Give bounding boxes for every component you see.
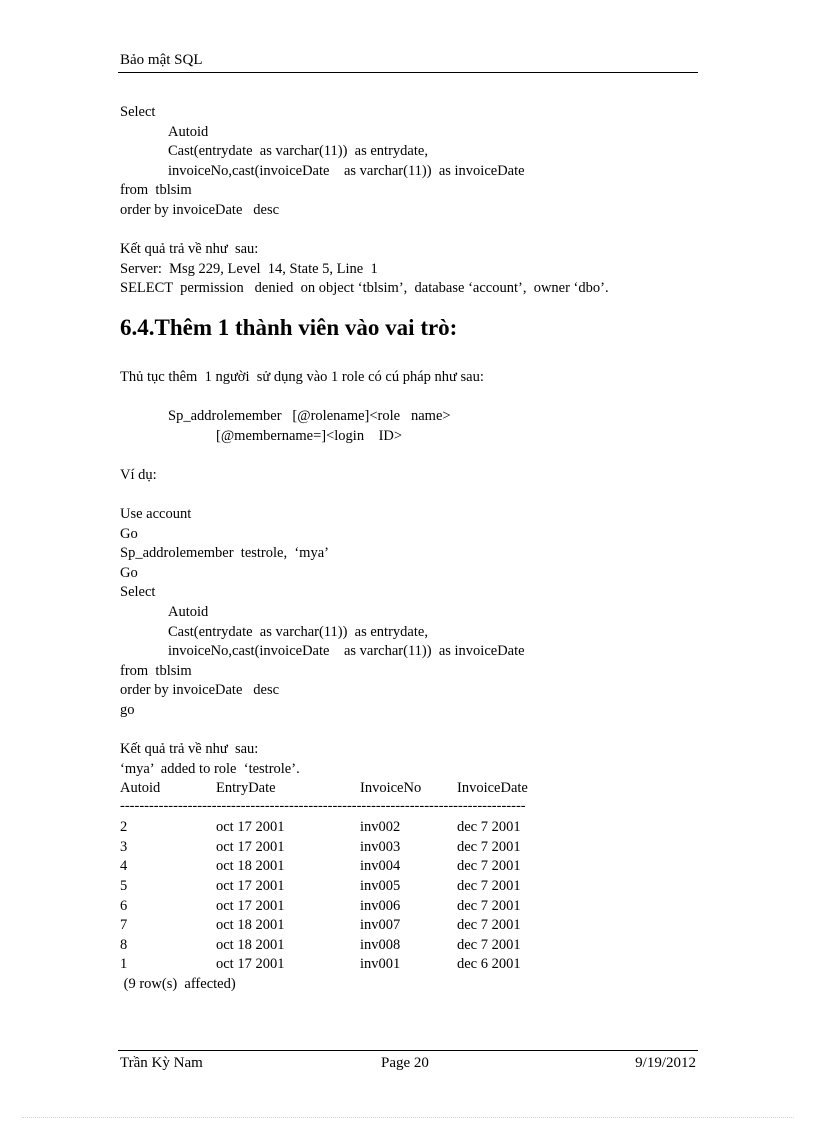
column-header: InvoiceNo bbox=[360, 780, 422, 796]
table-cell: dec 7 2001 bbox=[457, 877, 521, 894]
table-cell: dec 7 2001 bbox=[457, 917, 521, 934]
code-line: go bbox=[120, 701, 135, 718]
table-cell: oct 18 2001 bbox=[216, 917, 285, 934]
table-row bbox=[120, 955, 540, 975]
query-2 bbox=[120, 505, 525, 721]
table-cell: 6 bbox=[120, 897, 128, 914]
table-body bbox=[120, 818, 540, 975]
table-cell: 2 bbox=[120, 819, 128, 836]
table-header-row bbox=[120, 779, 540, 799]
code-line: Go bbox=[120, 564, 138, 581]
query-1 bbox=[120, 103, 525, 221]
page-footer bbox=[118, 1050, 698, 1075]
table-cell: inv004 bbox=[360, 858, 401, 875]
table-cell: dec 7 2001 bbox=[457, 819, 521, 836]
table-row bbox=[120, 916, 540, 936]
table-cell: inv003 bbox=[360, 838, 401, 855]
page-edge-divider bbox=[22, 1117, 794, 1118]
column-header: EntryDate bbox=[216, 780, 276, 796]
table-row bbox=[120, 936, 540, 956]
footer-date: 9/19/2012 bbox=[635, 1055, 696, 1071]
table-cell: 8 bbox=[120, 936, 128, 953]
table-cell: inv008 bbox=[360, 936, 401, 953]
table-cell: dec 7 2001 bbox=[457, 936, 521, 953]
code-line: Select bbox=[120, 104, 156, 120]
table-cell: dec 7 2001 bbox=[457, 897, 521, 914]
table-row bbox=[120, 838, 540, 858]
table-cell: oct 17 2001 bbox=[216, 819, 285, 836]
table-separator: ------------------------------------------------------------------------------------ bbox=[120, 798, 526, 814]
table-cell: dec 7 2001 bbox=[457, 858, 521, 875]
result-message: ‘mya’ added to role ‘testrole’. bbox=[120, 760, 300, 777]
table-cell: 4 bbox=[120, 858, 128, 875]
table-cell: inv006 bbox=[360, 897, 401, 914]
table-cell: dec 6 2001 bbox=[457, 956, 521, 973]
result-table bbox=[120, 779, 540, 995]
code-line: Cast(entrydate as varchar(11)) as entrydate, bbox=[168, 143, 428, 160]
table-cell: 5 bbox=[120, 877, 128, 894]
column-header: InvoiceDate bbox=[457, 780, 528, 796]
code-line: Select bbox=[120, 584, 156, 601]
result-intro: Kết quả trả về như sau: bbox=[120, 741, 259, 757]
result-intro: Kết quả trả về như sau: bbox=[120, 241, 259, 257]
code-line: invoiceNo,cast(invoiceDate as varchar(11)) as invoiceDate bbox=[168, 162, 525, 179]
syntax-line: Sp_addrolemember [@rolename]<role name> bbox=[168, 408, 451, 424]
intro-paragraph bbox=[120, 368, 484, 388]
code-line: from tblsim bbox=[120, 662, 192, 679]
code-line: Use account bbox=[120, 506, 192, 522]
error-line: Server: Msg 229, Level 14, State 5, Line 1 bbox=[120, 260, 378, 277]
table-cell: oct 17 2001 bbox=[216, 838, 285, 855]
table-row bbox=[120, 857, 540, 877]
table-cell: 3 bbox=[120, 838, 128, 855]
code-line: invoiceNo,cast(invoiceDate as varchar(11)) as invoiceDate bbox=[168, 643, 525, 660]
code-line: from tblsim bbox=[120, 182, 192, 199]
code-line: Cast(entrydate as varchar(11)) as entrydate, bbox=[168, 623, 428, 640]
syntax-line: [@membername=]<login ID> bbox=[216, 427, 403, 444]
code-line: order by invoiceDate desc bbox=[120, 682, 280, 699]
column-header: Autoid bbox=[120, 780, 161, 796]
table-cell: inv001 bbox=[360, 956, 401, 973]
page-header bbox=[118, 50, 698, 73]
table-cell: inv005 bbox=[360, 877, 401, 894]
code-line: order by invoiceDate desc bbox=[120, 201, 280, 218]
footer-author: Trần Kỳ Nam bbox=[120, 1055, 203, 1071]
table-cell: inv002 bbox=[360, 819, 401, 836]
example-label: Ví dụ: bbox=[120, 467, 157, 483]
header-title: Bảo mật SQL bbox=[120, 52, 203, 68]
result-1 bbox=[120, 240, 609, 299]
example-label-block bbox=[120, 466, 157, 486]
table-cell: 7 bbox=[120, 917, 128, 934]
error-line: SELECT permission denied on object ‘tblsim’, database ‘account’, owner ‘dbo’. bbox=[120, 280, 609, 297]
code-line: Sp_addrolemember testrole, ‘mya’ bbox=[120, 545, 329, 562]
table-cell: dec 7 2001 bbox=[457, 838, 521, 855]
intro-text: Thủ tục thêm 1 người sử dụng vào 1 role có cú pháp như sau: bbox=[120, 369, 484, 385]
table-cell: oct 17 2001 bbox=[216, 956, 285, 973]
table-row bbox=[120, 877, 540, 897]
table-row bbox=[120, 897, 540, 917]
code-line: Go bbox=[120, 525, 138, 542]
table-cell: 1 bbox=[120, 956, 128, 973]
table-cell: oct 18 2001 bbox=[216, 936, 285, 953]
result-2-intro bbox=[120, 740, 300, 779]
table-cell: oct 17 2001 bbox=[216, 897, 285, 914]
code-line: Autoid bbox=[168, 123, 209, 140]
table-row bbox=[120, 818, 540, 838]
code-line: Autoid bbox=[168, 603, 209, 620]
syntax-block bbox=[120, 407, 451, 446]
section-heading: 6.4.Thêm 1 thành viên vào vai trò: bbox=[120, 315, 458, 340]
table-cell: oct 17 2001 bbox=[216, 877, 285, 894]
table-cell: inv007 bbox=[360, 917, 401, 934]
footer-page-number: Page 20 bbox=[381, 1055, 429, 1071]
rows-affected: (9 row(s) affected) bbox=[120, 975, 236, 992]
table-cell: oct 18 2001 bbox=[216, 858, 285, 875]
